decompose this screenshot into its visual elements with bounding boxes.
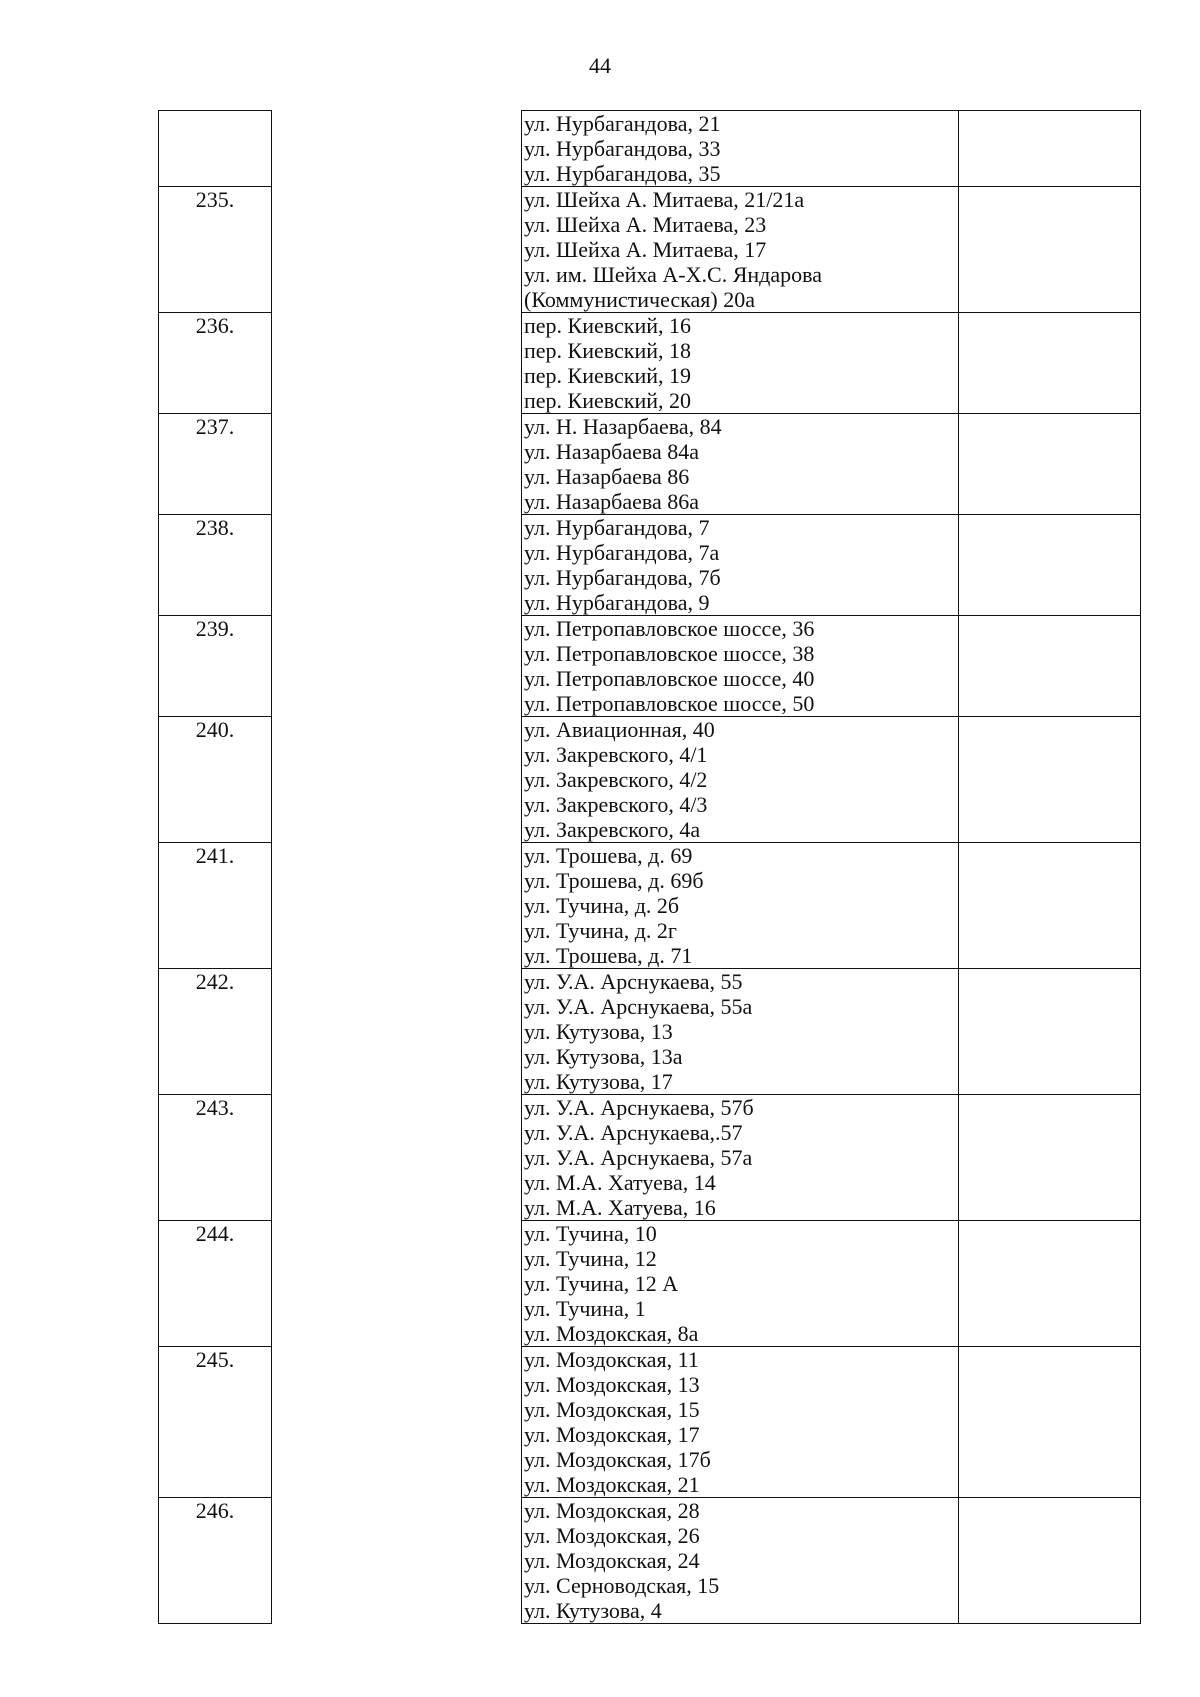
address-line: ул. У.А. Арснукаева,.57 [524,1120,743,1145]
address-line: ул. Моздокская, 11 [524,1347,699,1372]
empty-cell [959,1095,1141,1221]
address-line: ул. Закревского, 4/3 [524,792,708,817]
address-line: ул. Нурбагандова, 21 [524,111,721,136]
address-cell [522,969,959,1095]
row-number: 245. [159,1347,272,1498]
address-cell [522,1221,959,1347]
row-number: 243. [159,1095,272,1221]
address-line: ул. М.А. Хатуева, 16 [524,1195,716,1220]
row-number: 238. [159,515,272,616]
address-line: ул. Тучина, д. 2б [524,893,680,918]
address-line: ул. Кутузова, 13 [524,1019,673,1044]
empty-cell [959,1498,1141,1624]
address-line: ул. Петропавловское шоссе, 38 [524,641,815,666]
address-line: ул. Серноводская, 15 [524,1573,720,1598]
address-line: ул. Моздокская, 28 [524,1498,700,1523]
address-cell [522,1095,959,1221]
address-line: ул. У.А. Арснукаева, 55а [524,994,753,1019]
address-line: ул. Петропавловское шоссе, 40 [524,666,815,691]
address-line: ул. У.А. Арснукаева, 57б [524,1095,754,1120]
empty-cell [959,414,1141,515]
address-line: пер. Киевский, 19 [524,363,692,388]
row-number: 240. [159,717,272,843]
row-number: 239. [159,616,272,717]
empty-cell [959,313,1141,414]
address-line: ул. Кутузова, 17 [524,1069,673,1094]
address-line: ул. Петропавловское шоссе, 36 [524,616,815,641]
address-line: ул. Моздокская, 17б [524,1447,711,1472]
address-line: ул. Нурбагандова, 7б [524,565,721,590]
empty-cell [959,187,1141,313]
address-line: пер. Киевский, 18 [524,338,692,363]
address-line: ул. Трошева, д. 69 [524,843,693,868]
address-line: ул. Авиационная, 40 [524,717,715,742]
address-line: ул. У.А. Арснукаева, 57а [524,1145,753,1170]
address-line: ул. Назарбаева 84а [524,439,699,464]
address-cell [522,717,959,843]
address-line: ул. Назарбаева 86а [524,489,699,514]
address-line: ул. Закревского, 4а [524,817,701,842]
address-line: ул. Моздокская, 21 [524,1472,700,1497]
empty-cell [959,717,1141,843]
table-row [159,111,1141,187]
address-line: ул. Тучина, 1 [524,1296,646,1321]
address-line: ул. Шейха А. Митаева, 23 [524,212,767,237]
address-line: ул. Петропавловское шоссе, 50 [524,691,815,716]
empty-cell [959,111,1141,187]
address-line: ул. Назарбаева 86 [524,464,690,489]
address-line: ул. Моздокская, 8а [524,1321,699,1346]
empty-cell [959,1221,1141,1347]
address-line: ул. Нурбагандова, 7а [524,540,720,565]
address-line: ул. Шейха А. Митаева, 17 [524,237,767,262]
address-line: ул. Н. Назарбаева, 84 [524,414,722,439]
address-line: ул. Моздокская, 17 [524,1422,700,1447]
empty-cell [959,1347,1141,1498]
row-number: 246. [159,1498,272,1624]
page-number: 44 [589,53,611,78]
address-line: ул. Закревского, 4/1 [524,742,708,767]
row-number: 237. [159,414,272,515]
row-number: 244. [159,1221,272,1347]
row-number: 242. [159,969,272,1095]
address-line: ул. Нурбагандова, 35 [524,161,721,186]
address-cell [522,313,959,414]
address-line: ул. Моздокская, 13 [524,1372,700,1397]
address-line: ул. Нурбагандова, 9 [524,590,710,615]
address-line: ул. У.А. Арснукаева, 55 [524,969,743,994]
row-number: 236. [159,313,272,414]
address-line: ул. Трошева, д. 69б [524,868,704,893]
address-line: ул. Нурбагандова, 7 [524,515,710,540]
address-cell [522,187,959,313]
address-line: ул. Моздокская, 15 [524,1397,700,1422]
address-line: ул. Трошева, д. 71 [524,943,693,968]
address-cell [522,111,959,187]
address-line: ул. Тучина, 10 [524,1221,657,1246]
address-cell [522,616,959,717]
address-line: пер. Киевский, 20 [524,388,692,413]
address-line: ул. Тучина, 12 [524,1246,657,1271]
address-line: ул. Кутузова, 4 [524,1598,662,1623]
row-number: 241. [159,843,272,969]
empty-cell [959,843,1141,969]
empty-cell [959,969,1141,1095]
address-line: ул. Моздокская, 26 [524,1523,700,1548]
address-line: (Коммунистическая) 20а [524,287,755,312]
empty-merged-cell [272,111,522,1624]
address-line: ул. Моздокская, 24 [524,1548,700,1573]
row-number: 235. [159,187,272,313]
address-cell [522,1347,959,1498]
address-table [158,110,1141,1624]
address-cell [522,515,959,616]
empty-cell [959,616,1141,717]
address-line: ул. Шейха А. Митаева, 21/21а [524,187,805,212]
address-line: ул. М.А. Хатуева, 14 [524,1170,716,1195]
row-number [159,111,272,187]
address-cell [522,1498,959,1624]
address-line: ул. Кутузова, 13а [524,1044,683,1069]
empty-cell [959,515,1141,616]
address-line: ул. им. Шейха А-Х.С. Яндарова [524,262,822,287]
address-line: ул. Тучина, д. 2г [524,918,677,943]
address-line: пер. Киевский, 16 [524,313,692,338]
address-line: ул. Закревского, 4/2 [524,767,708,792]
address-cell [522,414,959,515]
address-line: ул. Тучина, 12 А [524,1271,679,1296]
address-line: ул. Нурбагандова, 33 [524,136,721,161]
address-cell [522,843,959,969]
